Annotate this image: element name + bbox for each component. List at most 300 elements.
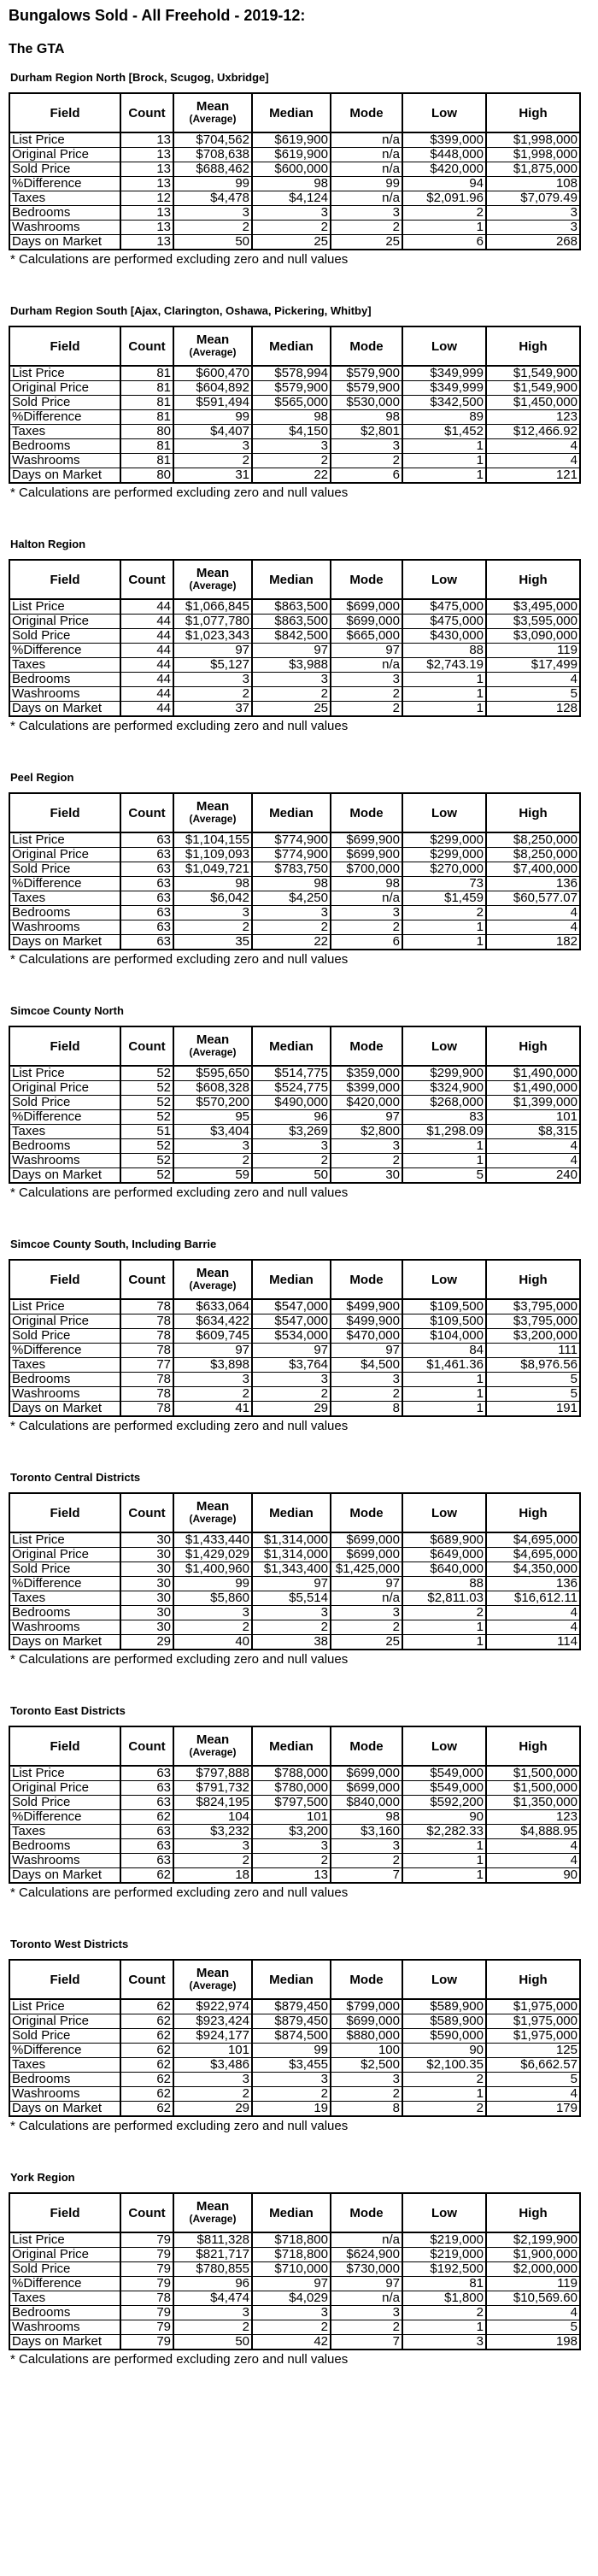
cell-high: $1,500,000 xyxy=(486,1766,580,1781)
cell-mean: 3 xyxy=(173,2073,252,2087)
cell-mode: $699,000 xyxy=(331,1781,402,1796)
cell-mean: $634,422 xyxy=(173,1314,252,1329)
cell-field: List Price xyxy=(9,832,120,848)
cell-high: 268 xyxy=(486,235,580,250)
header-mode: Mode xyxy=(331,1493,402,1532)
cell-field: %Difference xyxy=(9,2277,120,2291)
table-row xyxy=(9,1635,580,1650)
cell-mode: n/a xyxy=(331,2232,402,2248)
header-count: Count xyxy=(120,1493,173,1532)
cell-mean: 104 xyxy=(173,1810,252,1825)
cell-mode: $470,000 xyxy=(331,1329,402,1344)
cell-mean: $1,066,845 xyxy=(173,599,252,615)
cell-field: %Difference xyxy=(9,410,120,425)
cell-mean: $780,855 xyxy=(173,2262,252,2277)
section-title: Simcoe County North xyxy=(10,1004,124,1017)
table-row xyxy=(9,1532,580,1548)
cell-high: $3,795,000 xyxy=(486,1314,580,1329)
cell-high: 125 xyxy=(486,2044,580,2058)
cell-mode: 97 xyxy=(331,1577,402,1591)
cell-field: List Price xyxy=(9,1066,120,1081)
cell-mean: $923,424 xyxy=(173,2014,252,2029)
cell-mean: 3 xyxy=(173,1139,252,1154)
header-median: Median xyxy=(252,1960,331,1999)
cell-median: $514,775 xyxy=(252,1066,331,1081)
cell-mode: $624,900 xyxy=(331,2248,402,2262)
cell-count: 30 xyxy=(120,1606,173,1620)
cell-count: 52 xyxy=(120,1139,173,1154)
cell-low: 88 xyxy=(402,644,486,658)
cell-count: 63 xyxy=(120,1796,173,1810)
cell-field: %Difference xyxy=(9,644,120,658)
cell-mode: 2 xyxy=(331,454,402,468)
cell-mode: $699,000 xyxy=(331,2014,402,2029)
cell-mode: $699,900 xyxy=(331,832,402,848)
header-high: High xyxy=(486,1260,580,1299)
cell-count: 30 xyxy=(120,1532,173,1548)
cell-low: 2 xyxy=(402,1606,486,1620)
cell-count: 62 xyxy=(120,2014,173,2029)
cell-field: Taxes xyxy=(9,2058,120,2073)
cell-median: $547,000 xyxy=(252,1314,331,1329)
cell-median: $874,500 xyxy=(252,2029,331,2044)
cell-mean: $633,064 xyxy=(173,1299,252,1314)
table-row xyxy=(9,599,580,615)
table-row xyxy=(9,221,580,235)
cell-mean: $3,232 xyxy=(173,1825,252,1839)
cell-mean: $922,974 xyxy=(173,1999,252,2014)
header-high: High xyxy=(486,93,580,132)
cell-high: 4 xyxy=(486,1839,580,1854)
cell-field: Washrooms xyxy=(9,2087,120,2102)
header-count: Count xyxy=(120,93,173,132)
cell-count: 62 xyxy=(120,2073,173,2087)
cell-count: 78 xyxy=(120,2291,173,2306)
header-mode: Mode xyxy=(331,560,402,599)
cell-count: 13 xyxy=(120,132,173,148)
cell-count: 80 xyxy=(120,425,173,439)
cell-mean: $3,486 xyxy=(173,2058,252,2073)
cell-high: $8,250,000 xyxy=(486,832,580,848)
cell-mean: $5,860 xyxy=(173,1591,252,1606)
cell-high: $2,000,000 xyxy=(486,2262,580,2277)
cell-median: $3,764 xyxy=(252,1358,331,1373)
table-row xyxy=(9,2014,580,2029)
table-row xyxy=(9,2248,580,2262)
cell-low: $299,900 xyxy=(402,1066,486,1081)
header-median: Median xyxy=(252,1493,331,1532)
cell-high: 4 xyxy=(486,454,580,468)
cell-mode: $665,000 xyxy=(331,629,402,644)
cell-field: Sold Price xyxy=(9,862,120,877)
cell-mean: 2 xyxy=(173,1620,252,1635)
cell-field: Sold Price xyxy=(9,396,120,410)
cell-high: $10,569.60 xyxy=(486,2291,580,2306)
cell-mode: 7 xyxy=(331,1868,402,1884)
cell-low: 1 xyxy=(402,1839,486,1854)
cell-high: 123 xyxy=(486,1810,580,1825)
table-row xyxy=(9,2291,580,2306)
table-header-row xyxy=(9,1493,580,1532)
cell-mode: 2 xyxy=(331,687,402,702)
cell-mean: 2 xyxy=(173,687,252,702)
cell-mode: 99 xyxy=(331,177,402,191)
cell-count: 52 xyxy=(120,1154,173,1168)
cell-low: $219,000 xyxy=(402,2248,486,2262)
cell-count: 52 xyxy=(120,1096,173,1110)
cell-high: 179 xyxy=(486,2102,580,2117)
cell-median: $863,500 xyxy=(252,599,331,615)
cell-mean: $6,042 xyxy=(173,891,252,906)
cell-low: $549,000 xyxy=(402,1781,486,1796)
header-field: Field xyxy=(9,793,120,832)
cell-low: 83 xyxy=(402,1110,486,1125)
cell-mean: $1,049,721 xyxy=(173,862,252,877)
table-row xyxy=(9,1825,580,1839)
cell-low: $420,000 xyxy=(402,162,486,177)
cell-median: $4,029 xyxy=(252,2291,331,2306)
cell-high: $1,975,000 xyxy=(486,2029,580,2044)
header-mean xyxy=(173,560,252,599)
table-row xyxy=(9,629,580,644)
cell-low: 90 xyxy=(402,1810,486,1825)
cell-low: $1,461.36 xyxy=(402,1358,486,1373)
cell-high: 119 xyxy=(486,644,580,658)
cell-mode: 3 xyxy=(331,206,402,221)
table-row xyxy=(9,1999,580,2014)
header-count: Count xyxy=(120,2193,173,2232)
cell-high: $2,199,900 xyxy=(486,2232,580,2248)
region-section xyxy=(9,538,589,771)
cell-median: 97 xyxy=(252,2277,331,2291)
cell-high: 3 xyxy=(486,206,580,221)
cell-low: 89 xyxy=(402,410,486,425)
cell-median: 3 xyxy=(252,673,331,687)
cell-mode: 3 xyxy=(331,1139,402,1154)
cell-mode: $699,000 xyxy=(331,1766,402,1781)
cell-low: $104,000 xyxy=(402,1329,486,1344)
header-low: Low xyxy=(402,326,486,366)
table-header-row xyxy=(9,2193,580,2232)
header-mean-sub: (Average) xyxy=(189,1279,237,1291)
header-field: Field xyxy=(9,1260,120,1299)
cell-mean: 99 xyxy=(173,410,252,425)
table-row xyxy=(9,468,580,484)
cell-mode: 97 xyxy=(331,2277,402,2291)
cell-high: $1,399,000 xyxy=(486,1096,580,1110)
cell-mode: 98 xyxy=(331,877,402,891)
cell-count: 30 xyxy=(120,1577,173,1591)
cell-median: $3,200 xyxy=(252,1825,331,1839)
cell-low: $270,000 xyxy=(402,862,486,877)
table-row xyxy=(9,1096,580,1110)
cell-field: Bedrooms xyxy=(9,1606,120,1620)
cell-low: $349,999 xyxy=(402,381,486,396)
header-mean xyxy=(173,1726,252,1766)
cell-low: 90 xyxy=(402,2044,486,2058)
cell-low: $589,900 xyxy=(402,2014,486,2029)
table-row xyxy=(9,1066,580,1081)
cell-mode: $880,000 xyxy=(331,2029,402,2044)
cell-mode: 25 xyxy=(331,235,402,250)
cell-high: 182 xyxy=(486,935,580,950)
cell-mode: $530,000 xyxy=(331,396,402,410)
cell-count: 30 xyxy=(120,1562,173,1577)
cell-mode: n/a xyxy=(331,891,402,906)
cell-count: 44 xyxy=(120,673,173,687)
cell-count: 63 xyxy=(120,891,173,906)
cell-median: $879,450 xyxy=(252,1999,331,2014)
table-row xyxy=(9,2232,580,2248)
cell-field: Sold Price xyxy=(9,162,120,177)
cell-mean: 2 xyxy=(173,221,252,235)
cell-median: $3,455 xyxy=(252,2058,331,2073)
table-row xyxy=(9,206,580,221)
cell-high: $1,998,000 xyxy=(486,148,580,162)
cell-mean: $595,650 xyxy=(173,1066,252,1081)
cell-low: $590,000 xyxy=(402,2029,486,2044)
table-row xyxy=(9,1810,580,1825)
cell-high: $60,577.07 xyxy=(486,891,580,906)
cell-mode: n/a xyxy=(331,1591,402,1606)
cell-median: $879,450 xyxy=(252,2014,331,2029)
cell-low: 88 xyxy=(402,1577,486,1591)
cell-mean: $608,328 xyxy=(173,1081,252,1096)
cell-mean: 40 xyxy=(173,1635,252,1650)
cell-count: 30 xyxy=(120,1591,173,1606)
cell-count: 78 xyxy=(120,1314,173,1329)
region-section xyxy=(9,1471,589,1704)
cell-median: 97 xyxy=(252,1344,331,1358)
cell-count: 63 xyxy=(120,1825,173,1839)
cell-low: $1,452 xyxy=(402,425,486,439)
table-row xyxy=(9,862,580,877)
header-mean xyxy=(173,1960,252,1999)
header-high: High xyxy=(486,1960,580,1999)
cell-mean: 2 xyxy=(173,2320,252,2335)
table-row xyxy=(9,1387,580,1402)
cell-high: $1,549,900 xyxy=(486,381,580,396)
cell-median: $1,314,000 xyxy=(252,1532,331,1548)
header-median: Median xyxy=(252,793,331,832)
cell-mode: 2 xyxy=(331,221,402,235)
cell-median: 98 xyxy=(252,877,331,891)
table-row xyxy=(9,891,580,906)
header-high: High xyxy=(486,560,580,599)
stats-table xyxy=(9,792,581,950)
table-row xyxy=(9,410,580,425)
region-section xyxy=(9,71,589,304)
cell-count: 77 xyxy=(120,1358,173,1373)
cell-low: $1,800 xyxy=(402,2291,486,2306)
cell-mean: $704,562 xyxy=(173,132,252,148)
cell-mode: 2 xyxy=(331,1620,402,1635)
header-median: Median xyxy=(252,326,331,366)
table-row xyxy=(9,425,580,439)
cell-high: 4 xyxy=(486,2087,580,2102)
calculation-note: * Calculations are performed excluding zero and null values xyxy=(10,2119,349,2133)
header-mode: Mode xyxy=(331,1726,402,1766)
cell-count: 63 xyxy=(120,1839,173,1854)
cell-high: $1,875,000 xyxy=(486,162,580,177)
cell-low: $475,000 xyxy=(402,615,486,629)
cell-median: 42 xyxy=(252,2335,331,2350)
cell-low: 1 xyxy=(402,221,486,235)
cell-high: $1,350,000 xyxy=(486,1796,580,1810)
cell-high: $1,490,000 xyxy=(486,1066,580,1081)
table-header-row xyxy=(9,1026,580,1066)
table-row xyxy=(9,1796,580,1810)
cell-mean: 97 xyxy=(173,644,252,658)
cell-count: 81 xyxy=(120,381,173,396)
cell-high: $7,400,000 xyxy=(486,862,580,877)
cell-mode: $699,000 xyxy=(331,1532,402,1548)
cell-high: $7,079.49 xyxy=(486,191,580,206)
cell-count: 13 xyxy=(120,221,173,235)
header-low: Low xyxy=(402,1726,486,1766)
table-row xyxy=(9,877,580,891)
calculation-note: * Calculations are performed excluding zero and null values xyxy=(10,485,349,500)
region-section xyxy=(9,771,589,1004)
header-count: Count xyxy=(120,1960,173,1999)
cell-mode: 2 xyxy=(331,2320,402,2335)
cell-count: 44 xyxy=(120,644,173,658)
header-mean-label: Mean xyxy=(196,2199,230,2214)
cell-low: $649,000 xyxy=(402,1548,486,1562)
cell-high: 90 xyxy=(486,1868,580,1884)
cell-field: Original Price xyxy=(9,1081,120,1096)
cell-low: 1 xyxy=(402,2087,486,2102)
cell-high: 4 xyxy=(486,1139,580,1154)
table-row xyxy=(9,2029,580,2044)
section-title: Toronto West Districts xyxy=(10,1938,129,1950)
cell-median: $774,900 xyxy=(252,848,331,862)
table-row xyxy=(9,1329,580,1344)
cell-low: $219,000 xyxy=(402,2232,486,2248)
cell-low: 1 xyxy=(402,1373,486,1387)
cell-mode: 3 xyxy=(331,906,402,920)
cell-low: 3 xyxy=(402,2335,486,2350)
cell-field: Original Price xyxy=(9,1548,120,1562)
header-mode: Mode xyxy=(331,93,402,132)
cell-field: Taxes xyxy=(9,2291,120,2306)
cell-high: 240 xyxy=(486,1168,580,1184)
cell-mean: $811,328 xyxy=(173,2232,252,2248)
cell-field: Sold Price xyxy=(9,1562,120,1577)
cell-count: 79 xyxy=(120,2306,173,2320)
header-field: Field xyxy=(9,93,120,132)
cell-low: $268,000 xyxy=(402,1096,486,1110)
cell-field: Taxes xyxy=(9,658,120,673)
cell-mean: $5,127 xyxy=(173,658,252,673)
cell-field: Washrooms xyxy=(9,1854,120,1868)
section-title: Simcoe County South, Including Barrie xyxy=(10,1238,217,1250)
cell-low: 1 xyxy=(402,702,486,717)
cell-mean: 2 xyxy=(173,1854,252,1868)
cell-low: 1 xyxy=(402,1620,486,1635)
table-row xyxy=(9,1299,580,1314)
cell-median: 22 xyxy=(252,468,331,484)
cell-median: $863,500 xyxy=(252,615,331,629)
table-row xyxy=(9,1373,580,1387)
cell-mean: $570,200 xyxy=(173,1096,252,1110)
cell-high: 4 xyxy=(486,1606,580,1620)
stats-table xyxy=(9,92,581,250)
cell-median: $534,000 xyxy=(252,1329,331,1344)
cell-high: $4,888.95 xyxy=(486,1825,580,1839)
cell-mode: 30 xyxy=(331,1168,402,1184)
cell-field: Bedrooms xyxy=(9,906,120,920)
cell-mean: $3,898 xyxy=(173,1358,252,1373)
section-title: Peel Region xyxy=(10,771,74,784)
cell-mode: $699,000 xyxy=(331,615,402,629)
cell-low: 2 xyxy=(402,2102,486,2117)
cell-mean: 50 xyxy=(173,2335,252,2350)
calculation-note: * Calculations are performed excluding zero and null values xyxy=(10,719,349,733)
cell-mode: $699,000 xyxy=(331,599,402,615)
cell-field: List Price xyxy=(9,1999,120,2014)
header-mean-sub: (Average) xyxy=(189,579,237,591)
cell-mean: 3 xyxy=(173,1839,252,1854)
cell-high: 5 xyxy=(486,1387,580,1402)
cell-mean: $797,888 xyxy=(173,1766,252,1781)
cell-mean: 59 xyxy=(173,1168,252,1184)
cell-mean: $924,177 xyxy=(173,2029,252,2044)
cell-median: 2 xyxy=(252,2087,331,2102)
cell-low: 2 xyxy=(402,2306,486,2320)
cell-low: 1 xyxy=(402,673,486,687)
cell-mode: $499,900 xyxy=(331,1314,402,1329)
cell-field: Washrooms xyxy=(9,2320,120,2335)
cell-count: 62 xyxy=(120,2044,173,2058)
cell-mean: $1,400,960 xyxy=(173,1562,252,1577)
table-row xyxy=(9,2277,580,2291)
cell-field: Taxes xyxy=(9,1358,120,1373)
cell-low: 1 xyxy=(402,439,486,454)
stats-table xyxy=(9,1726,581,1884)
cell-field: Washrooms xyxy=(9,687,120,702)
table-row xyxy=(9,162,580,177)
cell-high: $12,466.92 xyxy=(486,425,580,439)
section-title: Durham Region South [Ajax, Clarington, Oshawa, Pickering, Whitby] xyxy=(10,304,372,317)
cell-count: 44 xyxy=(120,599,173,615)
table-row xyxy=(9,1110,580,1125)
cell-count: 78 xyxy=(120,1299,173,1314)
header-high: High xyxy=(486,326,580,366)
cell-field: Taxes xyxy=(9,1825,120,1839)
cell-count: 81 xyxy=(120,454,173,468)
cell-count: 62 xyxy=(120,2087,173,2102)
cell-field: %Difference xyxy=(9,1810,120,1825)
cell-median: 29 xyxy=(252,1402,331,1417)
table-row xyxy=(9,673,580,687)
cell-low: 84 xyxy=(402,1344,486,1358)
cell-field: List Price xyxy=(9,2232,120,2248)
region-section xyxy=(9,1704,589,1938)
cell-field: Washrooms xyxy=(9,920,120,935)
table-row xyxy=(9,1620,580,1635)
cell-median: 3 xyxy=(252,206,331,221)
cell-field: Days on Market xyxy=(9,1868,120,1884)
cell-field: Bedrooms xyxy=(9,673,120,687)
table-row xyxy=(9,2044,580,2058)
header-median: Median xyxy=(252,560,331,599)
cell-median: 2 xyxy=(252,2320,331,2335)
cell-median: $1,343,400 xyxy=(252,1562,331,1577)
cell-low: $2,743.19 xyxy=(402,658,486,673)
cell-mean: 3 xyxy=(173,1606,252,1620)
header-mode: Mode xyxy=(331,793,402,832)
